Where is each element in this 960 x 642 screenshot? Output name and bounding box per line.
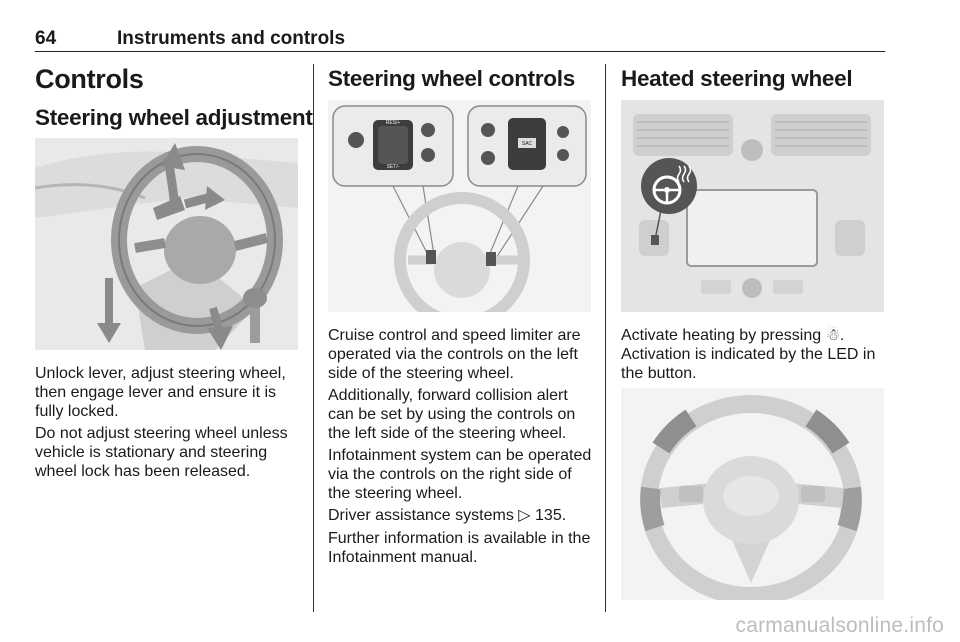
- paragraph-infotainment: Infotainment system can be operated via the controls on the right side of the steering wheel.: [328, 447, 592, 502]
- heated-steering-wheel-illustration: [621, 100, 884, 312]
- steering-adjustment-illustration: [35, 138, 298, 350]
- set-label: SET/-: [386, 164, 400, 170]
- heated-zone-wheel-illustration: [621, 388, 884, 600]
- paragraph-activate-heating: Activate heating by pressing ☃.: [621, 327, 845, 344]
- watermark: carmanualsonline.info: [735, 614, 944, 637]
- header-rule: [35, 51, 885, 52]
- paragraph-cruise-control: Cruise control and speed limiter are operated via the controls on the left side of the steering wheel.: [328, 327, 581, 382]
- section-title: Controls: [35, 64, 144, 94]
- page-header: [35, 28, 885, 52]
- column-divider-2: [605, 64, 606, 612]
- paragraph-activation-led: Activation is indicated by the LED in the button.: [621, 346, 876, 382]
- paragraph-driver-assistance: Driver assistance systems ▷ 135.: [328, 507, 567, 524]
- subsection-title-steering-controls: Steering wheel controls: [328, 66, 575, 91]
- paragraph-further-information: Further information is available in the Infotainment manual.: [328, 530, 591, 566]
- subsection-title-heated-wheel: Heated steering wheel: [621, 66, 853, 91]
- subsection-title-steering-adjustment: Steering wheel adjustment: [35, 105, 313, 130]
- column-divider-1: [313, 64, 314, 612]
- paragraph-do-not-adjust: Do not adjust steering wheel unless vehicle is stationary and steering wheel lock has been released.: [35, 425, 288, 480]
- paragraph-forward-collision: Additionally, forward collision alert can be set by using the controls on the left side of the steering wheel.: [328, 387, 576, 442]
- paragraph-unlock-lever: Unlock lever, adjust steering wheel, then engage lever and ensure it is fully locked.: [35, 365, 286, 420]
- res-label: RES/+: [385, 120, 401, 126]
- steering-wheel-controls-illustration: [328, 100, 591, 312]
- sac-label: SAC: [521, 141, 533, 147]
- page-number: 64: [35, 28, 57, 49]
- running-title: Instruments and controls: [117, 28, 346, 49]
